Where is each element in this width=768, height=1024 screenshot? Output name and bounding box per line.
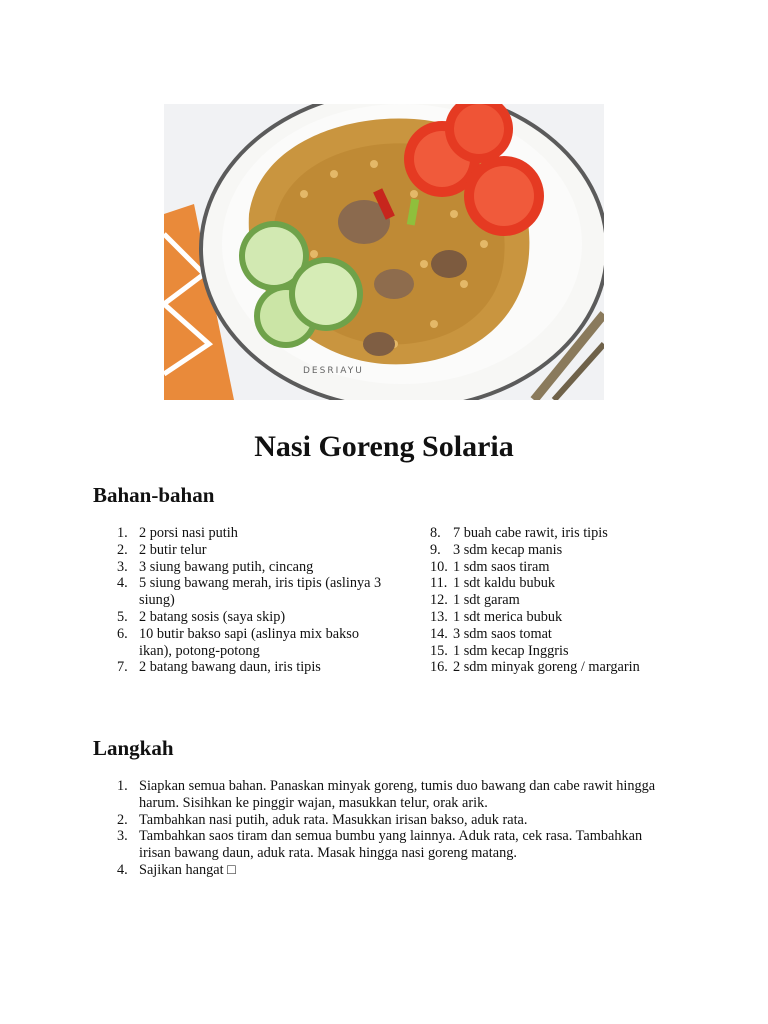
list-item: 7. 2 batang bawang daun, iris tipis	[117, 659, 321, 676]
list-item: 14. 3 sdm saos tomat	[430, 625, 552, 642]
list-item: 8. 7 buah cabe rawit, iris tipis	[430, 525, 608, 541]
list-item: 2. 2 butir telur	[117, 541, 207, 558]
list-item: 5. 2 batang sosis (saya skip)	[117, 608, 286, 625]
ingredients-list-right	[430, 525, 730, 676]
page-title: Nasi Goreng Solaria	[254, 430, 514, 463]
list-item: 13. 1 sdt merica bubuk	[430, 608, 563, 625]
list-item: 9. 3 sdm kecap manis	[430, 541, 563, 558]
list-item: 3. Tambahkan saos tiram dan semua bumbu yang lainnya. Aduk rata, cek rasa. Tambahkan irisan bawang daun, aduk rata. Masak hingga nasi goreng matang.	[117, 828, 643, 862]
list-item: 4. 5 siung bawang merah, iris tipis (aslinya 3 siung)	[117, 575, 382, 609]
list-item: 10. 1 sdm saos tiram	[430, 558, 550, 575]
ingredients-heading: Bahan-bahan	[93, 483, 215, 507]
dish-illustration	[164, 104, 604, 400]
photo-watermark: DESRIAYU	[303, 366, 364, 376]
list-item: 16. 2 sdm minyak goreng / margarin	[430, 659, 640, 676]
steps-list	[93, 778, 673, 879]
ingredients-list-left	[93, 525, 393, 676]
list-item: 4. Sajikan hangat □	[117, 861, 236, 878]
list-item: 1. Siapkan semua bahan. Panaskan minyak goreng, tumis duo bawang dan cabe rawit hingga harum. Sisihkan ke pinggir wajan, masukkan telur, orak arik.	[117, 778, 656, 811]
steps-heading: Langkah	[93, 736, 174, 760]
list-item: 11. 1 sdt kaldu bubuk	[430, 575, 556, 592]
list-item: 6. 10 butir bakso sapi (aslinya mix bakso ikan), potong-potong	[117, 625, 359, 659]
list-item: 3. 3 siung bawang putih, cincang	[117, 558, 314, 575]
list-item: 15. 1 sdm kecap Inggris	[430, 642, 569, 659]
dish-photo	[164, 104, 604, 400]
list-item: 12. 1 sdt garam	[430, 592, 520, 609]
list-item: 2. Tambahkan nasi putih, aduk rata. Masukkan irisan bakso, aduk rata.	[117, 811, 528, 828]
list-item: 1. 2 porsi nasi putih	[117, 525, 238, 541]
